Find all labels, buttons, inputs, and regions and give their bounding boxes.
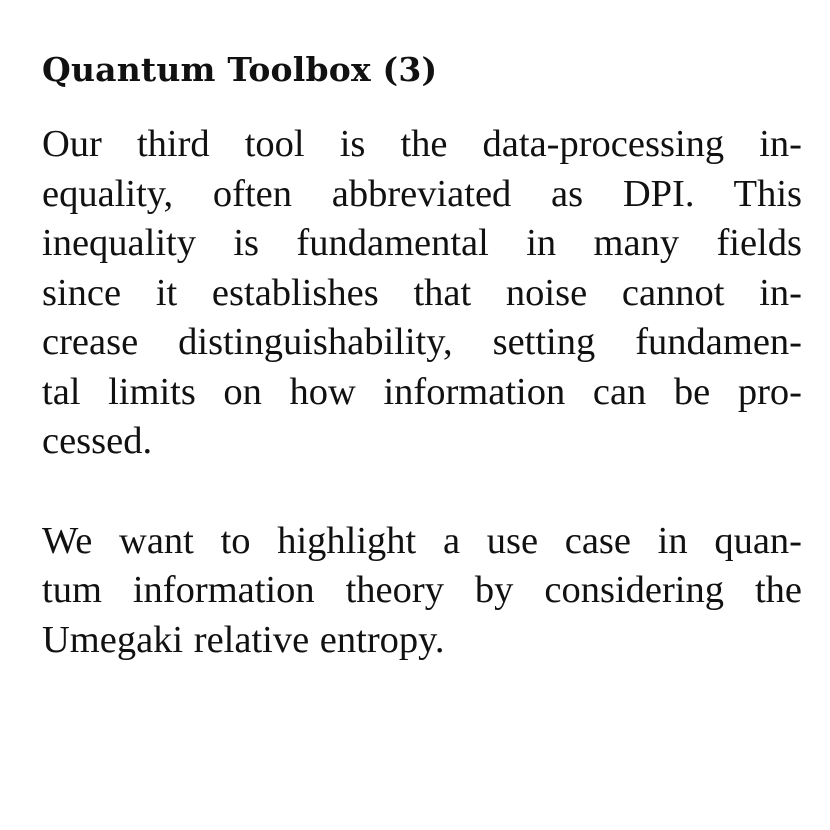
paragraph-spacer — [42, 467, 802, 517]
text-line: tal limits on how information can be pro- — [42, 370, 802, 413]
text-line: Umegaki relative entropy. — [42, 618, 445, 661]
section-title: Quantum Toolbox (3) — [42, 50, 438, 89]
document-page — [42, 48, 802, 665]
paragraph-use-case — [42, 517, 802, 666]
text-line: We want to highlight a use case in quan- — [42, 519, 802, 562]
text-line: since it establishes that noise cannot in- — [42, 271, 802, 314]
text-line: inequality is fundamental in many fields — [42, 222, 802, 264]
text-line: crease distinguishability, setting fundamen- — [42, 321, 802, 363]
paragraph-dpi-intro — [42, 120, 802, 467]
text-line: Our third tool is the data-processing in- — [42, 123, 802, 165]
text-line: cessed. — [42, 420, 153, 462]
text-line: equality, often abbreviated as DPI. This — [42, 172, 802, 215]
text-line: tum information theory by considering the — [42, 569, 802, 611]
